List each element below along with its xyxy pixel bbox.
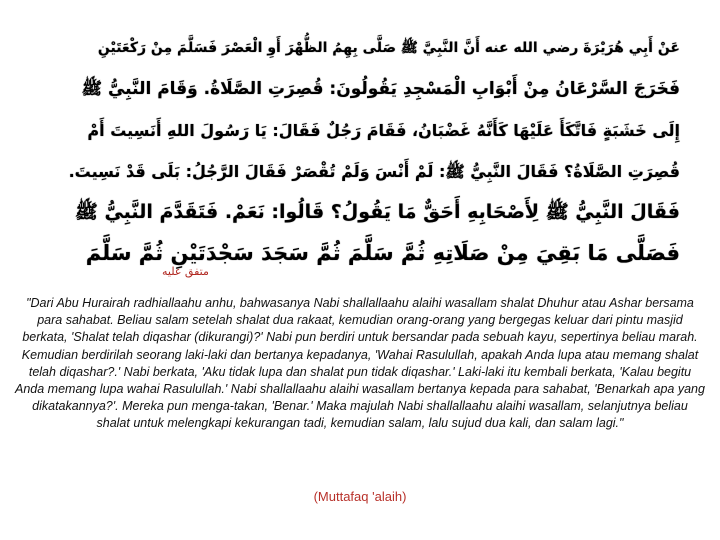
arabic-line-3: إِلَى خَشَبَةٍ فَاتَّكَأَ عَلَيْهَا كَأَنَّهُ غَضْبَانُ، فَقَامَ رَجُلٌ فَقَالَ: يَا رَسُولَ اللهِ أَنَسِيتَ أَمْ <box>87 121 680 140</box>
arabic-attribution: متفق عليه <box>162 265 209 278</box>
hadith-source: (Muttafaq 'alaih) <box>313 489 407 504</box>
arabic-line-6: فَصَلَّى مَا بَقِيَ مِنْ صَلَاتِهِ ثُمَّ سَلَّمَ ثُمَّ سَجَدَ سَجْدَتَيْنِ ثُمَّ سَلَّمَ <box>85 241 680 265</box>
arabic-hadith-text <box>60 28 680 288</box>
translation-paragraph: "Dari Abu Hurairah radhiallaahu anhu, bahwasanya Nabi shallallaahu alaihi wasallam shalat Dhuhur atau Ashar bersama para sahabat. Beliau salam setelah shalat dua rakaat, kemudian orang-orang yang bergegas keluar dari pintu masjid berkata, 'Shalat telah diqashar (dikurangi)?' Nabi pun berdiri untuk bersandar pada sebuah kayu, sepertinya beliau marah. Kemudian berdirilah seorang laki-laki dan bertanya kepadanya, 'Wahai Rasulullah, apakah Anda lupa atau memang shalat telah diqashar?.' Nabi berkata, 'Aku tidak lupa dan shalat pun tidak diqashar.' Laki-laki itu kembali berkata, 'Kalau begitu Anda memang lupa wahai Rasulullah.' Nabi shallallaahu alaihi wasallam bertanya kepada para sahabat, 'Benarkah apa yang dikatakannya?'. Mereka pun menga-takan, 'Benar.' Maka majulah Nabi shallallaahu alaihi wasallam, selanjutnya beliau shalat untuk melengkapi kekurangan tadi, kemudian salam, lalu sujud dua kali, dan salam lagi." <box>15 296 705 431</box>
arabic-line-1: عَنْ أَبِي هُرَيْرَةَ رضي الله عنه أَنَّ النَّبِيَّ ﷺ صَلَّى بِهِمُ الظُّهْرَ أَوِ الْعَصْرَ فَسَلَّمَ مِنْ رَكْعَتَيْنِ <box>97 40 680 56</box>
arabic-line-4: قُصِرَتِ الصَّلَاةُ؟ فَقَالَ النَّبِيُّ ﷺ: لَمْ أَنْسَ وَلَمْ تُقْصَرْ فَقَالَ الرَّجُلُ: بَلَى قَدْ نَسِيتَ. <box>68 162 680 181</box>
arabic-line-2: فَخَرَجَ السَّرْعَانُ مِنْ أَبْوَابِ الْمَسْجِدِ يَقُولُونَ: قُصِرَتِ الصَّلَاةُ. وَقَامَ النَّبِيُّ ﷺ <box>81 79 680 99</box>
arabic-line-5: فَقَالَ النَّبِيُّ ﷺ لِأَصْحَابِهِ أَحَقٌّ مَا يَقُولُ؟ قَالُوا: نَعَمْ. فَتَقَدَّمَ النَّبِيُّ ﷺ <box>74 201 680 223</box>
